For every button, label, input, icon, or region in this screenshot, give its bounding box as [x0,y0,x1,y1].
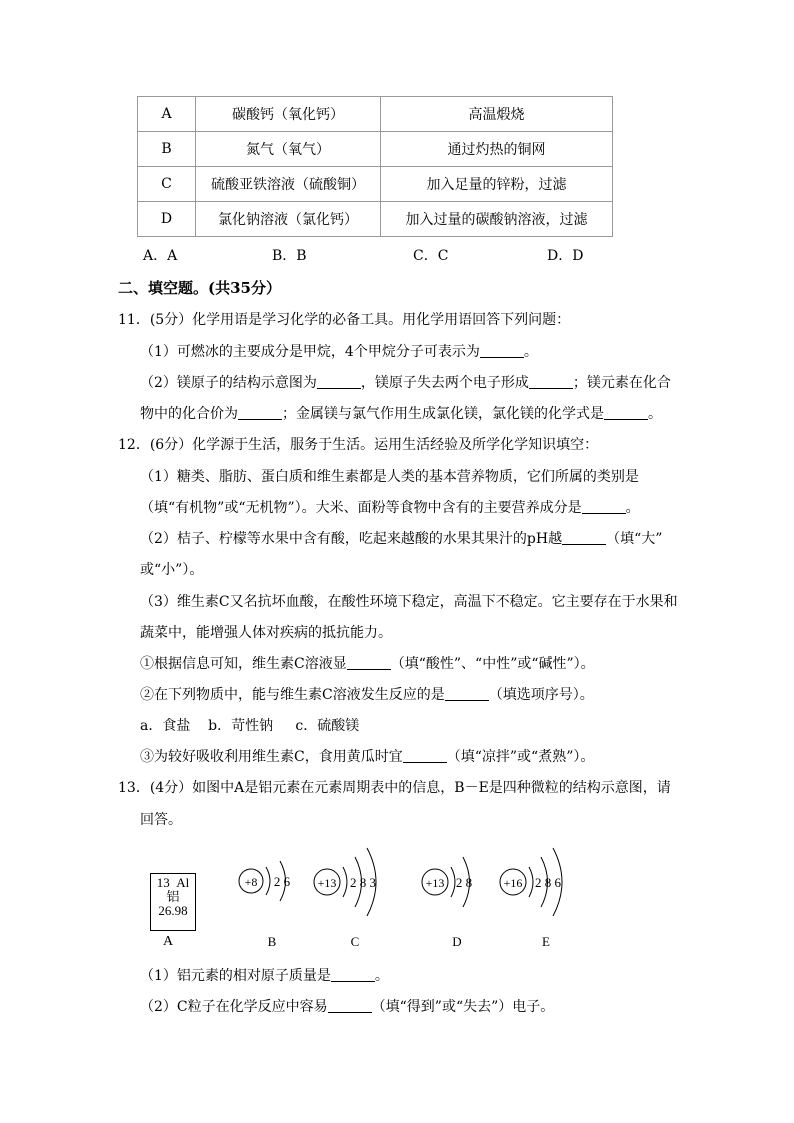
q11-p2-text: （2）镁原子的结构示意图为 [140,375,317,391]
electron-config: 2 8 3 [350,875,376,890]
answer-blank[interactable] [403,748,447,763]
q13-head2: 回答。 [140,812,182,828]
q12-l10-end: （填“凉拌”或“煮熟”）。 [446,749,595,765]
q13-sub1 [140,965,389,985]
method-cell: 高温煅烧 [381,97,613,132]
q12-line3 [140,528,662,548]
q12-line10 [140,746,594,766]
nucleus-charge: +16 [503,876,523,890]
q12-line6: 蔬菜中，能增强人体对疾病的抵抗能力。 [140,625,392,641]
method-cell: 通过灼热的铜网 [381,132,613,167]
q11-p1-text: （1）可燃冰的主要成分是甲烷，4个甲烷分子可表示为 [140,344,480,360]
q11-p2-text3: ；镁元素在化合 [572,375,671,391]
q12-line2 [140,497,640,517]
element-number-symbol [151,876,195,890]
q12-l7-text: ①根据信息可知，维生素C溶液显 [140,656,347,672]
q11-p3-text2: ；金属镁与氯气作用生成氯化镁，氯化镁的化学式是 [282,406,604,422]
answer-blank[interactable] [582,499,626,514]
electron-config: 2 8 6 [535,875,561,890]
substance-cell: 氮气（氧气） [196,132,381,167]
label-b: B [267,934,277,949]
element-card [150,873,196,931]
atom-b-diagram [239,861,291,949]
q12-line5: （3）维生素C又名抗坏血酸，在酸性环境下稳定，高温下不稳定。它主要存在于水果和 [140,594,678,610]
answer-blank[interactable] [562,530,606,545]
q11-p3-text: 物中的化合价为 [140,406,238,422]
label-a: A [163,934,174,949]
nucleus-charge: +8 [244,875,258,889]
atom-e-diagram [500,848,562,949]
atom-d-diagram [422,857,472,949]
nucleus-charge: +13 [425,876,445,890]
label-e: E [542,934,550,949]
q12-l8-end: （填选项序号）。 [488,687,594,703]
q12-head: 12．(6分）化学源于生活，服务于生活。运用生活经验及所学化学知识填空： [118,437,599,453]
atomic-number: 13 [156,875,170,890]
answer-a: A．A [143,248,178,264]
atom-diagrams [230,840,610,955]
q11-p1-end: 。 [523,344,538,360]
q12-l2-end: 。 [625,500,640,516]
shell-arc [451,867,455,897]
q11-part1 [140,341,538,361]
q11-head: 11．(5分）化学用语是学习化学的必备工具。用化学用语回答下列问题： [118,312,571,328]
section-title: 二、填空题。(共35分） [118,279,281,297]
q12-l8-text: ②在下列物质中，能与维生素C溶液发生反应的是 [140,687,445,703]
q12-line1: （1）糖类、脂肪、蛋白质和维生素都是人类的基本营养物质，它们所属的类别是 [140,469,639,485]
q13-s2-end: （填“得到”或“失去”）电子。 [371,999,555,1015]
method-cell: 加入过量的碳酸钠溶液，过滤 [381,202,613,237]
q12-line4: 或“小”）。 [140,562,204,578]
answer-blank[interactable] [604,405,648,420]
answer-c: C．C [413,248,449,264]
option-letter: A [138,97,196,132]
nucleus-charge: +13 [317,876,337,890]
q13-s2-text: （2）C粒子在化学反应中容易 [140,999,328,1015]
option-letter: B [138,132,196,167]
q12-line8 [140,684,594,704]
shell-arc [266,867,270,895]
answer-blank[interactable] [445,686,489,701]
answer-blank[interactable] [328,998,372,1013]
q13-head: 13．(4分）如图中A是铝元素在元素周期表中的信息，B－E是四种微粒的结构示意图，请 [118,780,671,796]
q13-s1-text: （1）铝元素的相对原子质量是 [140,968,331,984]
table-row [138,202,613,237]
answer-blank[interactable] [238,405,282,420]
q11-p3-end: 。 [648,406,662,422]
element-symbol: Al [176,875,190,890]
q13-s1-end: 。 [374,968,389,984]
q12-l10-text: ③为较好吸收利用维生素C，食用黄瓜时宜 [140,749,403,765]
method-cell: 加入足量的锌粉，过滤 [381,167,613,202]
atomic-mass: 26.98 [158,903,188,918]
q12-l2-text: （填“有机物”或“无机物”）。大米、面粉等食物中含有的主要营养成分是 [140,500,582,516]
option-letter: C [138,167,196,202]
table-row [138,132,613,167]
shell-arc [343,867,347,897]
q12-l3-end: （填“大” [606,531,663,547]
shell-arc [529,867,533,897]
answer-d: D．D [547,248,584,264]
q12-line7 [140,653,595,673]
answer-blank[interactable] [529,374,573,389]
options-table [137,96,613,237]
answer-blank[interactable] [347,655,391,670]
atom-c-diagram [314,848,376,949]
q12-line9: a．食盐 b．苛性钠 c．硫酸镁 [140,718,360,734]
element-name: 铝 [166,889,180,904]
answer-blank[interactable] [480,343,524,358]
q12-l7-end: （填“酸性”、“中性”或“碱性”）。 [390,656,595,672]
table-row [138,97,613,132]
answer-b: B．B [272,248,307,264]
q13-sub2 [140,996,554,1016]
electron-config: 2 6 [273,874,291,889]
table-row [138,167,613,202]
option-letter: D [138,202,196,237]
q11-part3 [140,403,662,423]
substance-cell: 硫酸亚铁溶液（硫酸铜） [196,167,381,202]
substance-cell: 氯化钠溶液（氯化钙） [196,202,381,237]
label-d: D [452,934,462,949]
q11-part2 [140,372,671,392]
q11-p2-text2: ，镁原子失去两个电子形成 [360,375,529,391]
label-c: C [350,934,360,949]
substance-cell: 碳酸钙（氧化钙） [196,97,381,132]
q12-l3-text: （2）桔子、柠檬等水果中含有酸，吃起来越酸的水果其果汁的pH越 [140,531,563,547]
electron-config: 2 8 [455,875,473,890]
answer-blank[interactable] [317,374,361,389]
answer-blank[interactable] [331,967,375,982]
